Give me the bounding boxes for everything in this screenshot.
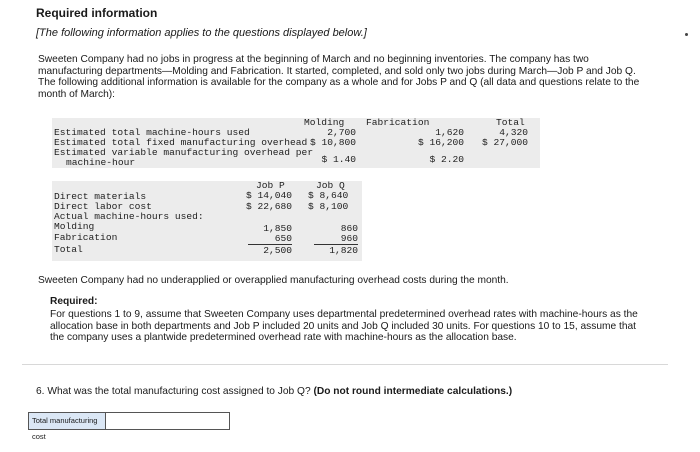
- row-label: Estimated variable manufacturing overhead per: [54, 147, 314, 158]
- cell-molding: $ 10,800: [309, 137, 356, 148]
- cell-molding: 2,700: [327, 127, 356, 138]
- row-label: Direct labor cost: [54, 201, 152, 212]
- cell-fabrication: $ 2.20: [429, 154, 464, 165]
- cell-job-q: 960: [314, 234, 358, 245]
- scroll-dot: [685, 33, 688, 36]
- overhead-statement: Sweeten Company had no underapplied or overapplied manufacturing overhead costs during the month.: [38, 275, 509, 286]
- intro-paragraph: Sweeten Company had no jobs in progress at the beginning of March and no beginning inventories. The company has two manufacturing departments—Molding and Fabrication. It started, completed, and sold only two jobs during March—Job P and Job Q. The following additional information is available for the company as a whole and for Jobs P and Q (all data and questions relate to the month of March):: [38, 54, 640, 100]
- cell-job-p: 1,850: [263, 223, 292, 234]
- row-label: Molding: [54, 221, 95, 232]
- row-label: Total: [54, 244, 83, 255]
- col-header-job-p: Job P: [256, 180, 285, 191]
- cell-molding: $ 1.40: [321, 154, 356, 165]
- col-header-total: Total: [496, 117, 525, 128]
- cell-total: 4,320: [499, 127, 528, 138]
- answer-label: Total manufacturing cost: [29, 413, 106, 429]
- question-emphasis: (Do not round intermediate calculations.): [313, 386, 513, 397]
- required-text: For questions 1 to 9, assume that Sweeten Company uses departmental predetermined overhead rates with machine-hours as the allocation base in both departments and Job P included 20 units and Job Q included 30 units. For questions 10 to 15, assume that the company uses a plantwide predetermined overhead rate with machine-hours as the allocation base.: [50, 309, 638, 344]
- cell-job-q: $ 8,100: [308, 201, 349, 212]
- row-label: Estimated total machine-hours used: [54, 127, 250, 138]
- col-header-fabrication: Fabrication: [366, 117, 430, 128]
- col-header-job-q: Job Q: [316, 180, 345, 191]
- total-manufacturing-cost-input[interactable]: [106, 413, 229, 429]
- cell-total: $ 27,000: [481, 137, 528, 148]
- cell-job-q: 1,820: [329, 245, 358, 256]
- row-label: Estimated total fixed manufacturing overhead: [54, 137, 308, 148]
- cell-job-p: 2,500: [263, 245, 292, 256]
- row-label-continued: machine-hour: [66, 157, 136, 168]
- overhead-estimates-table: [52, 118, 540, 168]
- cell-job-q: $ 8,640: [308, 190, 349, 201]
- cell-fabrication: $ 16,200: [417, 137, 464, 148]
- row-label: Actual machine-hours used:: [54, 211, 204, 222]
- question-text: 6. What was the total manufacturing cost assigned to Job Q?: [36, 386, 314, 397]
- cell-job-q: 860: [340, 223, 358, 234]
- cell-job-p: $ 22,680: [246, 201, 293, 212]
- cell-fabrication: 1,620: [435, 127, 464, 138]
- cell-job-p: 650: [248, 234, 292, 245]
- required-label: Required:: [50, 296, 98, 307]
- row-label: Direct materials: [54, 191, 147, 202]
- section-title: Required information: [36, 6, 158, 20]
- row-label: Fabrication: [54, 232, 118, 243]
- answer-row: [28, 412, 230, 441]
- question-6: [36, 386, 512, 397]
- job-costs-table: [52, 181, 362, 261]
- col-header-molding: Molding: [304, 117, 345, 128]
- cell-job-p: $ 14,040: [246, 190, 293, 201]
- intro-note: [The following information applies to the questions displayed below.]: [36, 27, 367, 39]
